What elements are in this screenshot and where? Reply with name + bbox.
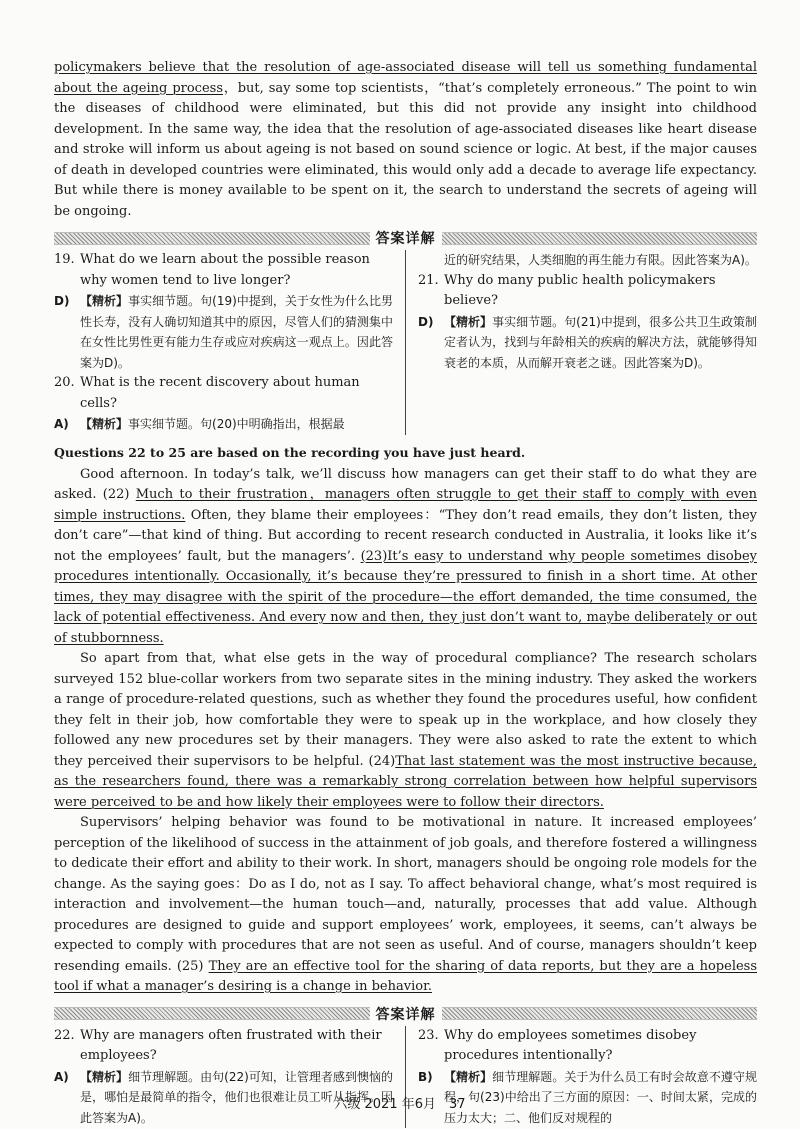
answer-column-right: [406, 250, 757, 435]
question-22: 22. Why are managers often frustrated with their employees?: [54, 1027, 382, 1063]
answer-19: D) 【精析】事实细节题。句(19)中提到，关于女性为什么比男性长寿，没有人确切知道其中的原因，尽管人们的猜测集中在女性比男性更有能力生存或应对疾病这一观点上。因此答案为D)。: [54, 294, 393, 370]
answer-23: B) 【精析】细节理解题。关于为什么员工有时会故意不遵守规程，句(23)中给出了三方面的原因：一、时间太紧，完成的压力太大；二、他们反对规程的: [418, 1069, 757, 1125]
answer-column-right: [406, 1026, 757, 1129]
answer-20-continued: 近的研究结果，人类细胞的再生能力有限。因此答案为A)。: [444, 253, 757, 267]
page-footer: 六级 2021 年6月 37: [334, 1097, 466, 1112]
page-content: [54, 58, 757, 1128]
underlined-answer-23: (23)It’s easy to understand why people sometimes disobey procedures intentionally. Occasionally, it’s because they’re pressured to finish in a short time. At other times, they may disagree with the spirit of the procedure—the effort demanded, the time consumed, the lack of potential effectiveness. And every now and then, they just don’t want to, maybe deliberately or out of stubbornness.: [54, 548, 758, 646]
underlined-answer-25: They are an effective tool for the sharing of data reports, but they are a hopeless tool if what a manager’s desiring is a change in behavior.: [54, 958, 758, 994]
recording-paragraph-3: Supervisors’ helping behavior was found to be motivational in nature. It increased employees’ perception of the likelihood of success in the attainment of job goals, and therefore fostered a willingness to dedicate their effort and ability to their work. In short, managers should be ongoing role models for the change. As the saying goes：Do as I do, not as I say. To affect behavioral change, what’s most required is interaction and involvement—the human touch—and, naturally, processes that add value. Although procedures are designed to guide and support employees’ work, employees, it seems, can’t always be expected to comply with procedures that are not seen as useful. And of course, managers shouldn’t keep resending emails. (25) They are an effective tool for the sharing of data reports, but they are a hopeless tool if what a manager’s desiring is a change in behavior.: [54, 815, 758, 994]
underlined-answer-21: policymakers believe that the resolution of age-associated disease will tell us something fundamental about the ageing process: [54, 60, 757, 96]
answer-column-left: [54, 250, 406, 435]
question-20: 20. What is the recent discovery about human cells?: [54, 375, 360, 411]
question-21: 21. Why do many public health policymakers believe?: [418, 272, 716, 308]
answer-divider-2: [54, 1004, 757, 1024]
question-19: 19. What do we learn about the possible reason why women tend to live longer?: [54, 252, 370, 288]
answer-block-19-21: [54, 250, 757, 435]
hatch-right: [442, 232, 758, 245]
recording-paragraph-2: So apart from that, what else gets in the way of procedural compliance? The research scholars surveyed 152 blue-collar workers from two separate sites in the mining industry. They asked the workers a range of procedure-related questions, such as whether they found the procedures useful, how confident they felt in their job, how comfortable they were to speak up in the workplace, and how closely they followed any new procedures set by their managers. They were also asked to rate the extent to which they perceived their supervisors to be helpful. (24)That last statement was the most instructive because, as the researchers found, there was a remarkably strong correlation between how helpful supervisors were perceived to be and how likely their employees were to follow their directors.: [54, 651, 758, 810]
hatch-left: [54, 1007, 370, 1020]
section-title: 答案详解: [375, 231, 436, 247]
answer-block-22-23: [54, 1026, 757, 1129]
recording-paragraph-1: Good afternoon. In today’s talk, we’ll discuss how managers can get their staff to do what they are asked. (22) Much to their frustration，managers often struggle to get their staff to comply with even simple instructions. Often, they blame their employees：“They don’t read emails, they don’t listen, they don’t care”—that kind of thing. But according to recent research conducted in Australia, it looks like it’s not the employees’ fault, but the managers’. (23)It’s easy to understand why people sometimes disobey procedures intentionally. Occasionally, it’s because they’re pressured to finish in a short time. At other times, they may disagree with the spirit of the procedure—the effort demanded, the time consumed, the lack of potential effectiveness. And every now and then, they just don’t want to, maybe deliberately or out of stubbornness.: [54, 466, 758, 646]
question-23: 23. Why do employees sometimes disobey procedures intentionally?: [418, 1027, 697, 1063]
recording-heading: Questions 22 to 25 are based on the recording you have just heard.: [54, 444, 526, 460]
passage-end: policymakers believe that the resolution of age-associated disease will tell us something fundamental about the ageing process，but, say some top scientists，“that’s completely erroneous.” The point to win the diseases of childhood were eliminated, but this did not provide any insight into childhood development. In the same way, the idea that the resolution of age-associated diseases like heart disease and stroke will inform us about ageing is not based on sound science or logic. At best, if the major causes of death in developed countries were eliminated, this would only add a decade to average life expectancy. But while there is money available to be spent on it, the search to understand the secrets of ageing will be ongoing.: [54, 60, 758, 219]
answer-22: A) 【精析】细节理解题。由句(22)可知，让管理者感到懊恼的是，哪怕是最简单的指令，他们也很难让员工听从指挥。因此答案为A)。: [54, 1069, 393, 1125]
answer-20: A) 【精析】事实细节题。句(20)中明确指出，根据最: [54, 417, 345, 431]
answer-divider-1: [54, 228, 757, 248]
underlined-answer-24: That last statement was the most instructive because, as the researchers found, there was a remarkably strong correlation between how helpful supervisors were perceived to be and how likely their employees were to follow their directors.: [54, 753, 758, 810]
hatch-left: [54, 232, 370, 245]
answer-21: D) 【精析】事实细节题。句(21)中提到，很多公共卫生政策制定者认为，找到与年龄相关的疾病的解决方法，就能够得知衰老的本质，从而解开衰老之谜。因此答案为D)。: [418, 314, 757, 370]
underlined-answer-22: Much to their frustration，managers often struggle to get their staff to comply with even simple instructions.: [54, 487, 757, 523]
hatch-right: [442, 1007, 758, 1020]
section-title: 答案详解: [375, 1006, 436, 1023]
answer-column-left: [54, 1026, 406, 1129]
